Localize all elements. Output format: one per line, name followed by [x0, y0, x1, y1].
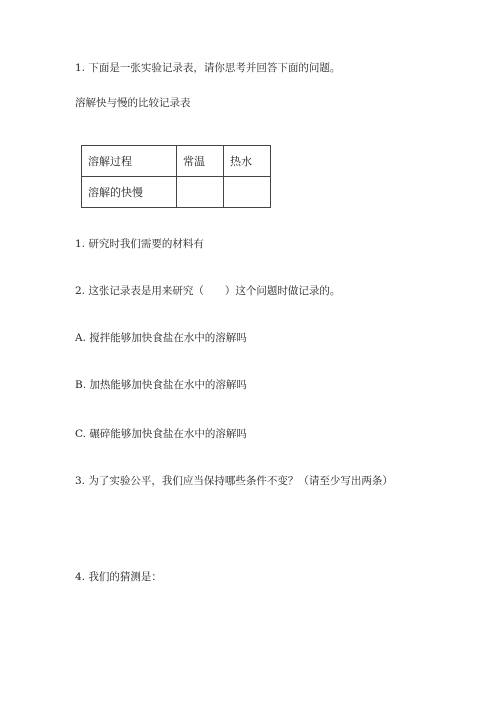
question-4: 4. 我们的猜测是： — [75, 571, 162, 583]
table-header-cell: 溶解过程 — [82, 146, 177, 177]
sub-question-1: 1. 研究时我们需要的材料有 — [75, 238, 204, 250]
table-title: 溶解快与慢的比较记录表 — [75, 97, 191, 109]
option-c: C. 碾碎能够加快食盐在水中的溶解吗 — [75, 428, 247, 440]
table-answer-cell[interactable] — [224, 177, 271, 208]
question-1-intro: 1. 下面是一张实验记录表，请你思考并回答下面的问题。 — [75, 62, 341, 74]
option-a: A. 搅拌能够加快食盐在水中的溶解吗 — [75, 332, 247, 344]
sub-question-2: 2. 这张记录表是用来研究（ ）这个问题时做记录的。 — [75, 285, 341, 297]
question-3: 3. 为了实验公平，我们应当保持哪些条件不变？（请至少写出两条） — [75, 475, 393, 487]
option-b: B. 加热能够加快食盐在水中的溶解吗 — [75, 379, 247, 391]
table-header-row — [82, 146, 271, 177]
table-row-label: 溶解的快慢 — [82, 177, 177, 208]
table-header-cell: 常温 — [177, 146, 224, 177]
record-table — [81, 145, 271, 208]
table-header-cell: 热水 — [224, 146, 271, 177]
table-row — [82, 177, 271, 208]
table-answer-cell[interactable] — [177, 177, 224, 208]
